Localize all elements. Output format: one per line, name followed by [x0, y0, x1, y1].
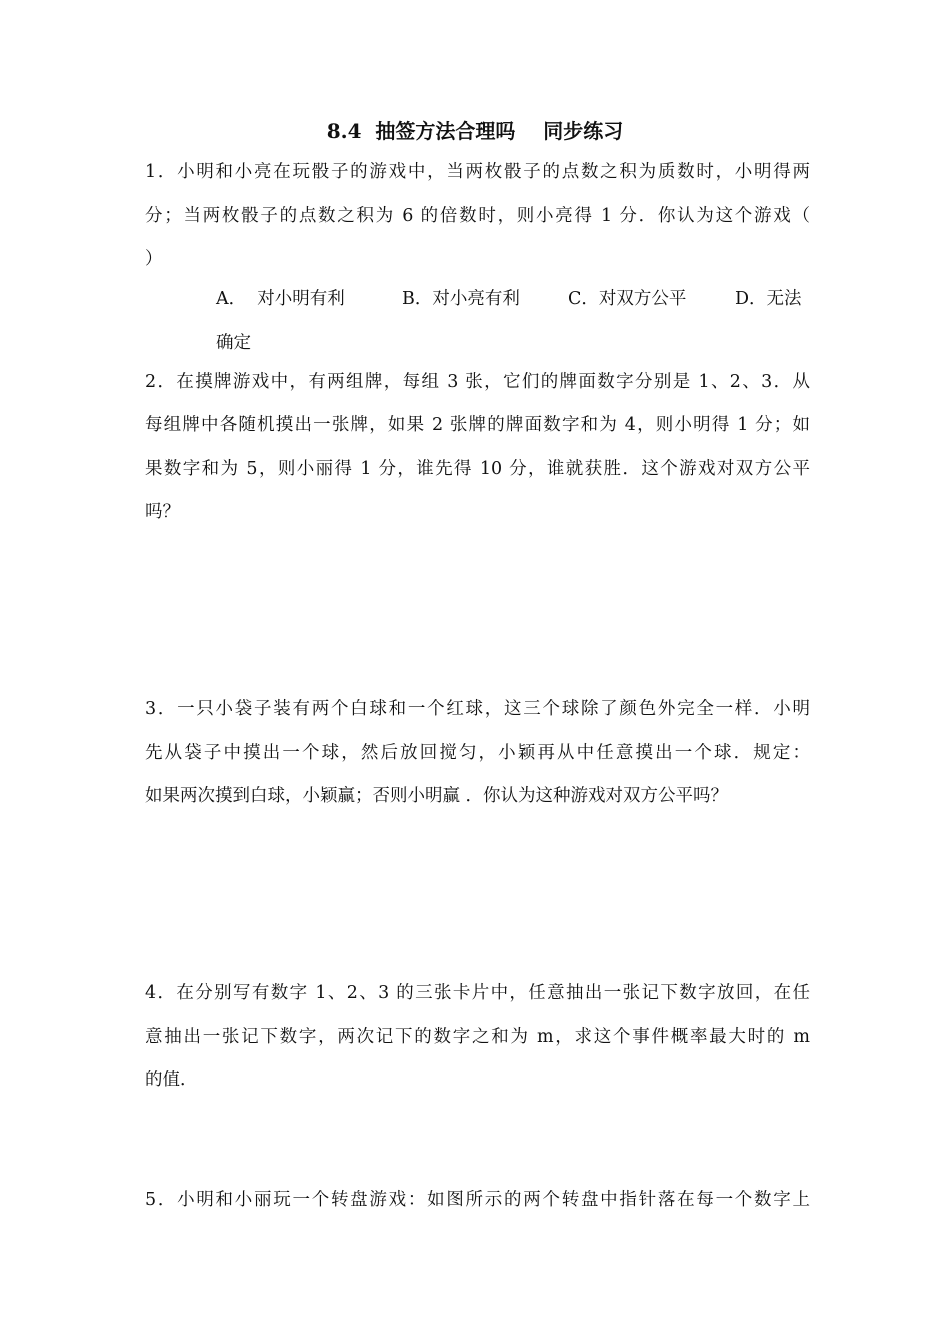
q1-line-1: 1．小明和小亮在玩骰子的游戏中，当两枚骰子的点数之积为质数时，小明得两	[145, 162, 810, 182]
q1-option-c: C．对双方公平	[568, 289, 687, 309]
q3-line-1: 3．一只小袋子装有两个白球和一个红球，这三个球除了颜色外完全一样．小明	[145, 699, 810, 719]
q2-line-4: 吗？	[145, 502, 180, 522]
q1-option-a: A． 对小明有利	[216, 289, 345, 309]
q2-line-3: 果数字和为 5，则小丽得 1 分，谁先得 10 分，谁就获胜．这个游戏对双方公平	[145, 459, 810, 479]
q2-line-1: 2．在摸牌游戏中，有两组牌，每组 3 张，它们的牌面数字分别是 1、2、3．从	[145, 372, 810, 392]
q4-line-3: 的值．	[145, 1070, 198, 1090]
q2-line-2: 每组牌中各随机摸出一张牌，如果 2 张牌的牌面数字和为 4，则小明得 1 分；如	[145, 415, 810, 435]
q4-line-2: 意抽出一张记下数字，两次记下的数字之和为 m，求这个事件概率最大时的 m	[145, 1027, 810, 1047]
q4-line-1: 4．在分别写有数字 1、2、3 的三张卡片中，任意抽出一张记下数字放回，在任	[145, 983, 810, 1003]
q3-line-2: 先从袋子中摸出一个球，然后放回搅匀，小颖再从中任意摸出一个球．规定：	[145, 743, 810, 763]
q1-line-3: ）	[145, 249, 163, 269]
q1-option-d-continued: 确定	[216, 333, 251, 353]
q5-line-1: 5．小明和小丽玩一个转盘游戏：如图所示的两个转盘中指针落在每一个数字上	[145, 1190, 810, 1210]
q1-line-2: 分；当两枚骰子的点数之积为 6 的倍数时，则小亮得 1 分．你认为这个游戏（	[145, 206, 810, 226]
page-title: 8.4 抽签方法合理吗 同步练习	[326, 119, 624, 143]
q1-option-d: D．无法	[735, 289, 802, 309]
q1-option-b: B．对小亮有利	[402, 289, 520, 309]
q3-line-3: 如果两次摸到白球，小颖赢；否则小明赢 ．你认为这种游戏对双方公平吗？	[145, 786, 729, 806]
